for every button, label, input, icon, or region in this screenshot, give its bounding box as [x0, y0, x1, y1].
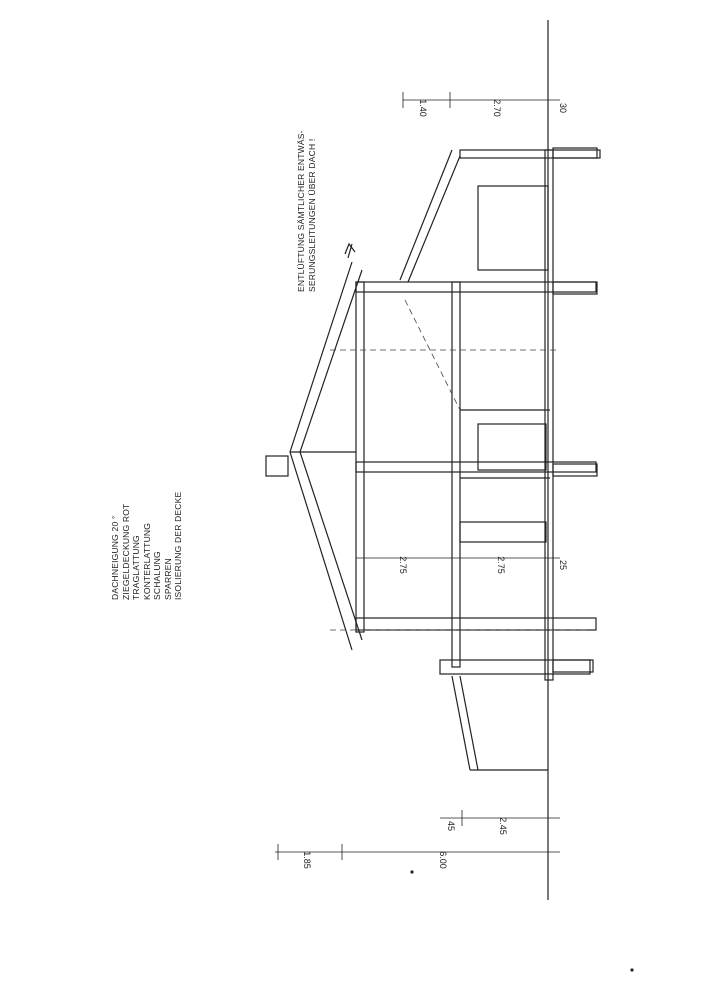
- dim-label-bottom-b: 6.00: [437, 851, 448, 869]
- annex-roof-inner: [408, 156, 460, 282]
- chimney: [266, 456, 288, 476]
- slab-top: [356, 282, 596, 292]
- vent-note-line: SERUNGSLEITUNGEN ÜBER DACH !: [307, 138, 317, 292]
- note-line: DACHNEIGUNG 20 °: [110, 515, 120, 600]
- annex-roof: [400, 150, 452, 280]
- vent-note: [296, 92, 336, 292]
- dim-label-bottom-c: 45: [446, 820, 457, 832]
- dim-label-top-left: 1.40: [417, 99, 428, 117]
- note-line: SCHALUNG: [152, 551, 162, 600]
- dot-mark-2: [630, 968, 633, 971]
- note-line: TRAGLATTUNG: [131, 535, 141, 600]
- window-mid: [478, 424, 546, 470]
- canopy-line: [452, 676, 470, 770]
- note-line: ISOLIERUNG DER DECKE: [173, 491, 183, 600]
- dot-mark: [410, 870, 413, 873]
- masonry-band: [460, 522, 546, 542]
- dim-label-level-slab: 25: [558, 559, 569, 571]
- note-line: KONTERLATTUNG: [141, 522, 152, 600]
- vent-note-line: ENTLÜFTUNG SÄMTLICHER ENTWÄS-: [296, 130, 306, 292]
- note-line: SPARREN: [162, 558, 173, 600]
- wall-lower: [545, 150, 553, 680]
- dim-label-level-lower: 2.75: [495, 556, 506, 574]
- wall-mid: [452, 282, 460, 667]
- dim-label-level-upper: 2.75: [397, 556, 408, 574]
- dim-label-bottom-d: 2.45: [497, 817, 508, 835]
- window-annex: [478, 186, 548, 270]
- canopy-line-inner: [460, 676, 478, 770]
- stub-2: [553, 464, 597, 476]
- wall-upper: [356, 282, 364, 632]
- dim-label-top-mid: 2.70: [491, 99, 502, 117]
- dim-label-top-right: 30: [558, 102, 569, 114]
- note-line: ZIEGELDECKUNG ROT: [120, 503, 131, 600]
- slab-bottom: [356, 618, 596, 630]
- dim-label-bottom-a: 1.85: [301, 851, 312, 869]
- slab-annex: [460, 150, 600, 158]
- stub-3: [553, 660, 593, 672]
- roof-outline: [290, 262, 352, 650]
- roof-notes: [110, 300, 210, 600]
